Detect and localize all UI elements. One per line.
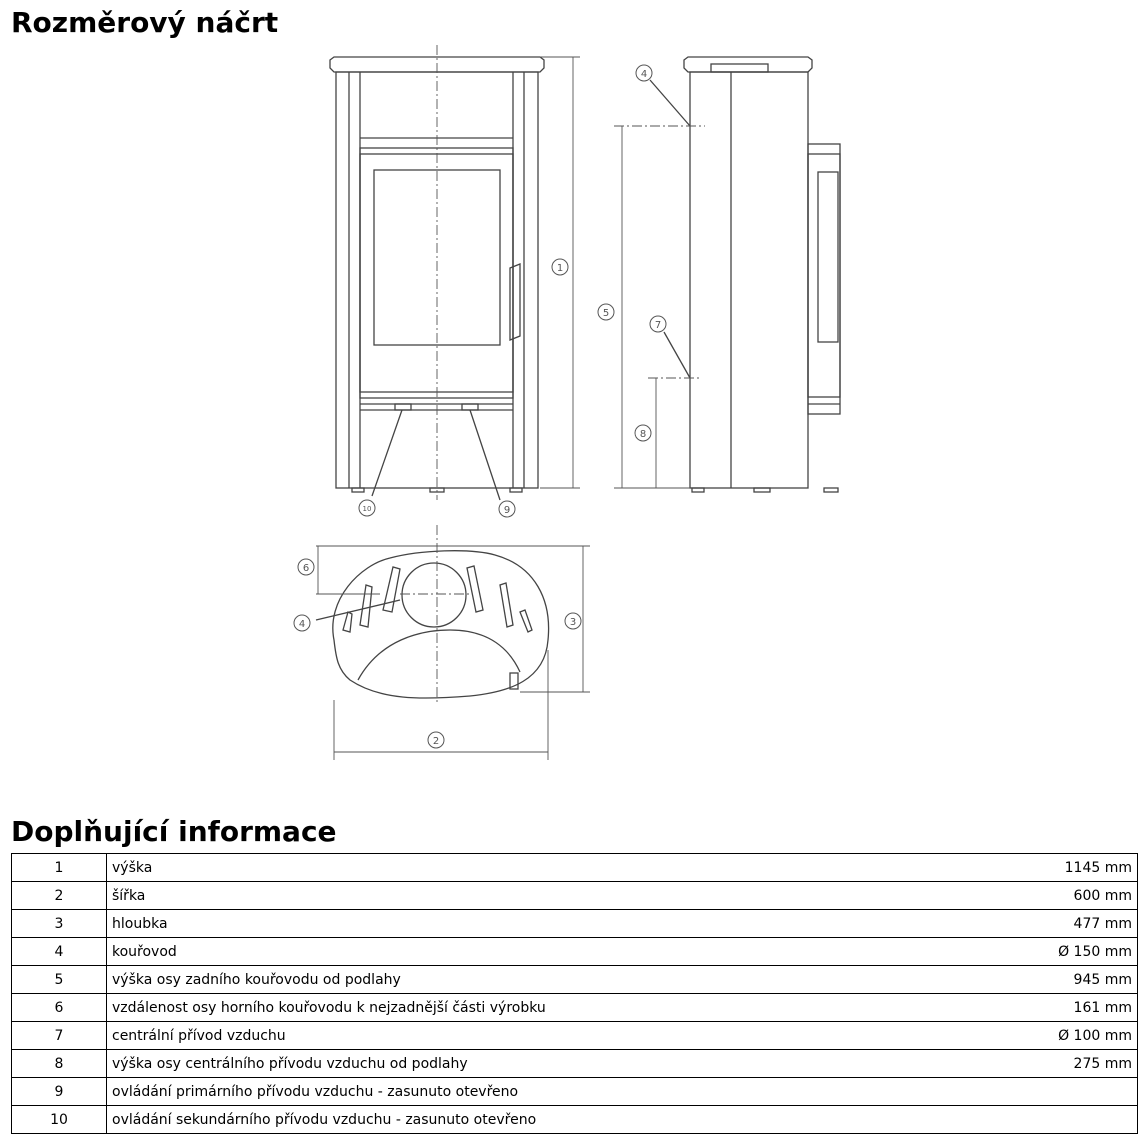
callout-1: 1 bbox=[556, 263, 564, 274]
cell-value: 600 mm bbox=[1012, 882, 1138, 910]
info-table bbox=[11, 853, 1138, 1134]
callout-5: 5 bbox=[602, 308, 610, 319]
cell-label: ovládání sekundárního přívodu vzduchu - zasunuto otevřeno bbox=[107, 1106, 1013, 1134]
top-view bbox=[316, 551, 549, 698]
cell-label: vzdálenost osy horního kouřovodu k nejzadnější části výrobku bbox=[107, 994, 1013, 1022]
cell-label: výška bbox=[107, 854, 1013, 882]
cell-num: 6 bbox=[12, 994, 107, 1022]
cell-num: 2 bbox=[12, 882, 107, 910]
cell-label: výška osy zadního kouřovodu od podlahy bbox=[107, 966, 1013, 994]
table-row bbox=[12, 882, 1138, 910]
dimension-drawing bbox=[280, 40, 880, 770]
table-row bbox=[12, 1078, 1138, 1106]
cell-label: hloubka bbox=[107, 910, 1013, 938]
cell-label: ovládání primárního přívodu vzduchu - zasunuto otevřeno bbox=[107, 1078, 1013, 1106]
callout-2: 2 bbox=[432, 736, 440, 747]
cell-label: výška osy centrálního přívodu vzduchu od podlahy bbox=[107, 1050, 1013, 1078]
cell-num: 3 bbox=[12, 910, 107, 938]
cell-value bbox=[1012, 1106, 1138, 1134]
cell-value: 161 mm bbox=[1012, 994, 1138, 1022]
callout-6: 6 bbox=[302, 563, 310, 574]
cell-num: 1 bbox=[12, 854, 107, 882]
info-heading: Doplňující informace bbox=[11, 815, 337, 848]
table-row bbox=[12, 938, 1138, 966]
callout-9: 9 bbox=[503, 505, 511, 516]
callout-7: 7 bbox=[654, 320, 662, 331]
cell-label: šířka bbox=[107, 882, 1013, 910]
cell-num: 5 bbox=[12, 966, 107, 994]
cell-num: 4 bbox=[12, 938, 107, 966]
cell-value: 477 mm bbox=[1012, 910, 1138, 938]
cell-value: 1145 mm bbox=[1012, 854, 1138, 882]
cell-num: 7 bbox=[12, 1022, 107, 1050]
cell-num: 9 bbox=[12, 1078, 107, 1106]
table-row bbox=[12, 966, 1138, 994]
callout-4-side: 4 bbox=[640, 69, 648, 80]
side-view bbox=[650, 57, 840, 492]
table-row bbox=[12, 1106, 1138, 1134]
callout-8: 8 bbox=[639, 429, 647, 440]
cell-label: centrální přívod vzduchu bbox=[107, 1022, 1013, 1050]
table-row bbox=[12, 994, 1138, 1022]
cell-label: kouřovod bbox=[107, 938, 1013, 966]
callout-10: 10 bbox=[362, 505, 372, 513]
sketch-heading: Rozměrový náčrt bbox=[11, 6, 279, 39]
cell-value bbox=[1012, 1078, 1138, 1106]
callout-4-top: 4 bbox=[298, 619, 306, 630]
cell-value: Ø 100 mm bbox=[1012, 1022, 1138, 1050]
table-row bbox=[12, 910, 1138, 938]
cell-num: 8 bbox=[12, 1050, 107, 1078]
cell-num: 10 bbox=[12, 1106, 107, 1134]
cell-value: Ø 150 mm bbox=[1012, 938, 1138, 966]
table-row bbox=[12, 1022, 1138, 1050]
cell-value: 945 mm bbox=[1012, 966, 1138, 994]
table-row bbox=[12, 1050, 1138, 1078]
table-row bbox=[12, 854, 1138, 882]
callout-3: 3 bbox=[569, 617, 577, 628]
cell-value: 275 mm bbox=[1012, 1050, 1138, 1078]
